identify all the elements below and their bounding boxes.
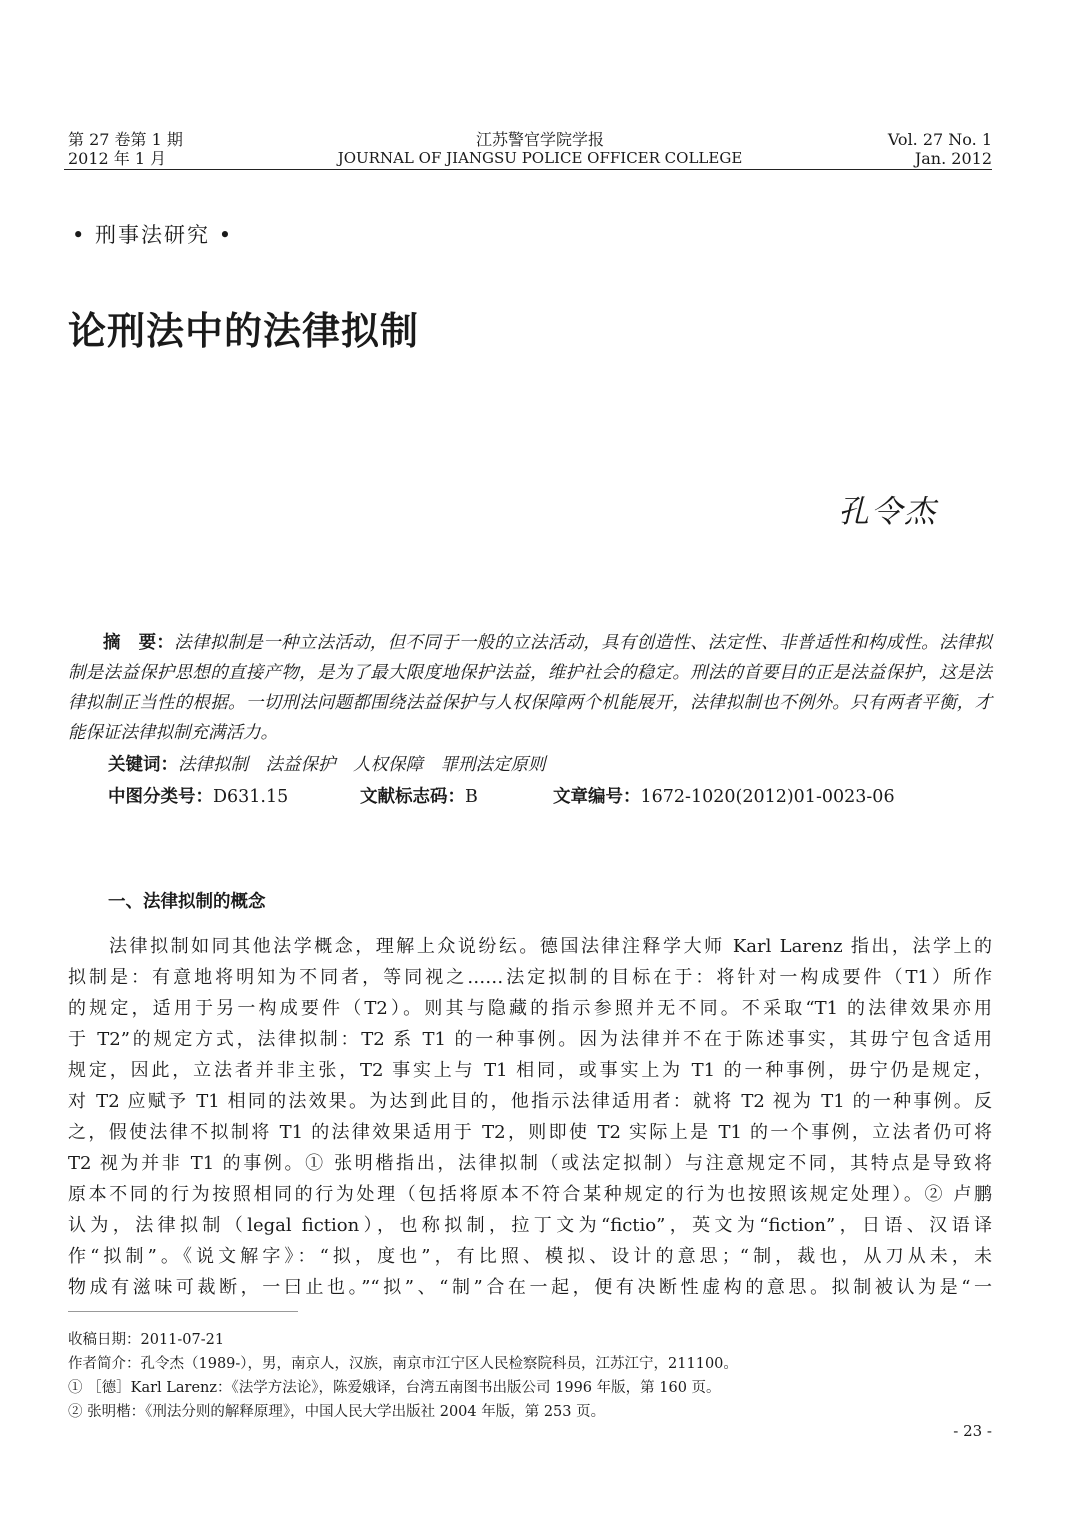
classification-row: [108, 784, 288, 810]
body-line: 对 T2 应赋予 T1 相同的法效果。为达到此目的，他指示法律适用者：就将 T2 视为 T1 的一种事例。反: [68, 1091, 992, 1112]
keywords-text: 法律拟制 法益保护 人权保障 罪刑法定原则: [178, 755, 546, 775]
footnote-1: ① ［德］Karl Larenz：《法学方法论》，陈爱娥译，台湾五南图书出版公司 1996 年版，第 160 页。: [68, 1380, 721, 1396]
header-journal-en: JOURNAL OF JIANGSU POLICE OFFICER COLLEGE: [337, 149, 743, 167]
keywords: [108, 750, 546, 780]
clc-value: D631.15: [213, 787, 289, 807]
clc-label: 中图分类号：: [108, 787, 213, 807]
body-line: 物成有滋味可裁断，一曰止也。”“拟”、“制”合在一起，便有决断性虚构的意思。拟制被认为是“一: [68, 1277, 992, 1298]
author-name: 孔令杰: [838, 494, 937, 530]
header-journal-cn: 江苏警官学院学报: [475, 130, 604, 149]
header-date-en: Jan. 2012: [914, 149, 992, 168]
page-number: - 23 -: [953, 1422, 992, 1440]
footnote-rule: [68, 1311, 298, 1312]
header-date: 2012 年 1 月: [68, 149, 167, 168]
body-line: T2 视为并非 T1 的事例。① 张明楷指出，法律拟制（或法定拟制）与注意规定不同，其特点是导致将: [68, 1153, 992, 1174]
body-line: 原本不同的行为按照相同的行为处理（包括将原本不符合某种规定的行为也按照该规定处理）。② 卢鹏: [68, 1184, 992, 1205]
header-volume: 第 27 卷第 1 期: [68, 130, 183, 149]
article-number: [553, 784, 895, 810]
footnote-author-bio: 作者简介：孔令杰（1989-），男，南京人，汉族，南京市江宁区人民检察院科员，江苏江宁，211100。: [68, 1356, 738, 1372]
section-heading: 一、法律拟制的概念: [108, 892, 266, 912]
body-line: 规定，因此，立法者并非主张，T2 事实上与 T1 相同，或事实上为 T1 的一种事例，毋宁仍是规定，: [68, 1060, 992, 1081]
header-vol-en: Vol. 27 No. 1: [887, 130, 992, 149]
keywords-label: 关键词：: [108, 755, 178, 775]
page-title: 论刑法中的法律拟制: [68, 309, 420, 353]
footnote-received: 收稿日期：2011-07-21: [68, 1332, 225, 1348]
body-line: 法律拟制如同其他法学概念，理解上众说纷纭。德国法律注释学大师 Karl Larenz 指出，法学上的: [68, 936, 992, 957]
body-line: 于 T2”的规定方式，法律拟制：T2 系 T1 的一种事例。因为法律并不在于陈述事实，其毋宁包含适用: [68, 1029, 992, 1050]
abstract-text: 法律拟制是一种立法活动，但不同于一般的立法活动，具有创造性、法定性、非普适性和构成性。法律拟制是法益保护思想的直接产物，是为了最大限度地保护法益，维护社会的稳定。刑法的首要目的正是法益保护，这是法律拟制正当性的根据。一切刑法问题都围绕法益保护与人权保障两个机能展开，法律拟制也不例外。只有两者平衡，才能保证法律拟制充满活力。: [68, 633, 993, 743]
doc-value: B: [465, 787, 478, 807]
abstract-label: 摘 要：: [103, 633, 175, 653]
article-label: 文章编号：: [553, 787, 641, 807]
section-label: • 刑事法研究 •: [72, 223, 234, 247]
footnote-2: ② 张明楷：《刑法分则的解释原理》，中国人民大学出版社 2004 年版，第 253 页。: [68, 1404, 606, 1420]
body-line: 之，假使法律不拟制将 T1 的法律效果适用于 T2，则即使 T2 实际上是 T1 的一个事例，立法者仍可将: [68, 1122, 992, 1143]
header-rule: [64, 169, 992, 170]
body-line: 认为，法律拟制（legal fiction），也称拟制，拉丁文为“fictio”，英文为“fiction”，日语、汉语译: [68, 1215, 992, 1236]
doc-label: 文献标志码：: [360, 787, 465, 807]
doc-code: [360, 784, 478, 810]
article-value: 1672-1020(2012)01-0023-06: [640, 787, 895, 807]
abstract: [68, 628, 992, 748]
body-line: 拟制是：有意地将明知为不同者，等同视之……法定拟制的目标在于：将针对一构成要件（T1）所作: [68, 967, 992, 988]
body-line: 作“拟制”。《说文解字》：“拟，度也”，有比照、模拟、设计的意思；“制，裁也，从刀从未，未: [68, 1246, 992, 1267]
body-line: 的规定，适用于另一构成要件（T2）。则其与隐藏的指示参照并无不同。不采取“T1 的法律效果亦用: [68, 998, 992, 1019]
